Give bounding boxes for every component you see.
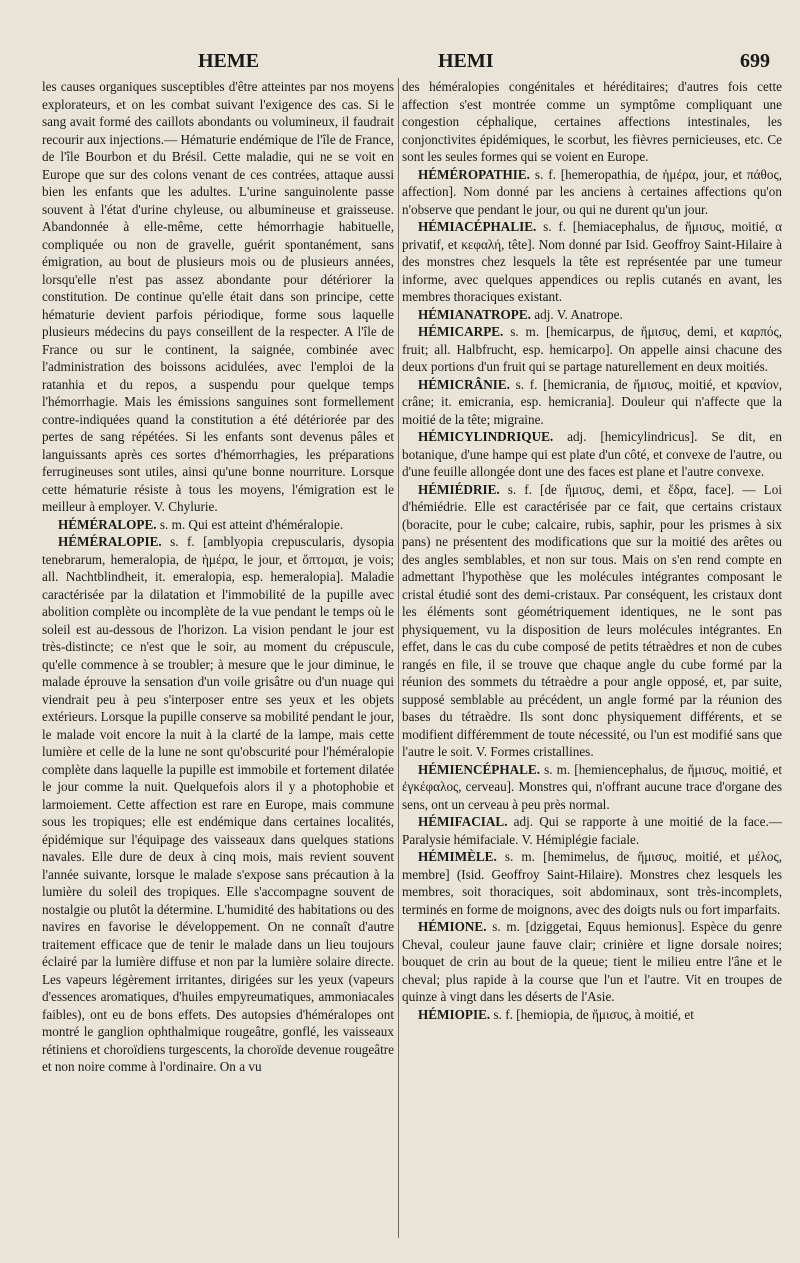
text-columns: [42, 78, 782, 1248]
dictionary-entry: [402, 1006, 782, 1024]
dictionary-entry: [402, 813, 782, 848]
entry-headword: HÉMIMÈLE.: [418, 849, 497, 864]
dictionary-entry: [402, 918, 782, 1006]
entry-headword: HÉMICARPE.: [418, 324, 504, 339]
entry-text: s. f. [hemeropathia, de ἡμέρα, jour, et πάθος, affection]. Nom donné par les anciens à certaines affections qu'on n'observe que pendant le jour, ou qui ne durent qu'un jour.: [402, 166, 782, 217]
entry-headword: HÉMIANATROPE.: [418, 306, 531, 322]
entry-headword: HÉMIÉDRIE.: [418, 481, 500, 497]
continued-paragraph: [402, 78, 782, 166]
continued-paragraph: [42, 78, 394, 516]
dictionary-entry: [402, 306, 782, 324]
dictionary-entry: [402, 761, 782, 814]
entry-text: s. m. [hemicarpus, de ἥμισυς, demi, et καρπός, fruit; all. Halbfrucht, esp. hemicarpo]. On appelle ainsi chacune des deux portions d'un fruit qui se partage naturellement en deux moitiés.: [402, 324, 782, 374]
entry-headword: HÉMIFACIAL.: [418, 814, 508, 829]
dictionary-entry: [42, 516, 394, 534]
entry-text: adj. [hemicylindricus]. Se dit, en botanique, d'une hampe qui est plate d'un côté, et convexe de l'autre, ou d'une feuille allongée dont une des faces est plane et l'autre convexe.: [402, 429, 782, 479]
entry-text: s. f. [de ἥμισυς, demi, et ἕδρα, face]. — Loi d'hémiédrie. Elle est caractérisée par ce fait, que certains cristaux (boracite, pour le cube; calcaire, rubis, saphir, pour les prismes à six pans) ne présentent des modifications que sur la moitié des arêtes ou des angles semblables, et non sur tous. Mais on s'en rend compte en admettant l'hypothèse que les molécules intégrantes composant le cristal étudié sont des demi-cristaux. Par conséquent, les cristaux dont les éléments sont géométriquement identiques, ne le sont pas physiquement, vu la disposition de leurs molécules intégrantes. En effet, dans le cas du cube composé de petits tétraèdres et non de cubes rangés en file, il se trouve que chaque angle du cube formé par la réunion des sommets du tétraèdre a pour angle opposé, et, par suite, supposé semblable au précédent, un angle formé par la réunion des bases du tétraèdre. Ils sont donc physiquement différents, et se modifient différemment de toute nécessité, ou l'un est modifié sans que l'autre le soit. V. Formes cristallines.: [402, 481, 782, 759]
dictionary-entry: [402, 848, 782, 918]
entry-text: s. m. [dziggetai, Equus hemionus]. Espèce du genre Cheval, couleur jaune fauve clair; crinière et ligne dorsale noires; bouquet de crin au bout de la queue; tient le milieu entre l'âne et le cheval; plus rapide à la course que l'un et l'autre. Vit en troupes de quinze à vingt dans les déserts de l'Asie.: [402, 919, 782, 1004]
column-divider: [398, 78, 399, 1238]
right-column: [402, 78, 782, 1248]
dictionary-entry: [402, 166, 782, 219]
left-column: [42, 78, 394, 1248]
entry-text: s. m. Qui est atteint d'héméralopie.: [156, 516, 344, 532]
dictionary-entry: [402, 218, 782, 306]
entry-text: des héméralopies congénitales et héréditaires; d'autres fois cette affection s'est montrée comme un symptôme compliquant une congestion céphalique, certaines affections intestinales, les conjonctivites épidémiques, le scorbut, les fièvres pernicieuses, etc. Ce sont les seules formes qui se voient en Europe.: [402, 79, 782, 164]
entry-text: s. m. [hemiencephalus, de ἥμισυς, moitié, et ἐγκέφαλος, cerveau]. Monstres qui, n'offrant aucune trace d'organe des sens, ont un cerveau à peu près normal.: [402, 761, 782, 812]
dictionary-entry: [402, 323, 782, 376]
entry-text: s. f. [amblyopia crepuscularis, dysopia tenebrarum, hemeralopia, de ἡμέρα, le jour, et ὄπτομαι, je vois; all. Nachtblindheit, it. emeralopia, esp. hemeralopia]. Maladie caractérisée par la dilatation et l'immobilité de la pupille avec abolition complète ou incomplète de la vue pendant le temps où le soleil est au-dessous de l'horizon. La vision pendant le jour est très-distincte; ce n'est que le soir, au moment du crépuscule, qu'elle commence à se troubler; à mesure que le jour diminue, le malade éprouve la sensation d'un voile grisâtre ou d'un nuage qui viendrait peu à peu s'interposer entre ses yeux et les objets extérieurs. Lorsque la pupille conserve sa mobilité pendant le jour, le malade voit encore la nuit à la clarté de la lampe, mais cette lumière et celle de la lune ne sont qu'obscurité pour l'héméralopie complète dans laquelle la pupille est immobile et fortement dilatée le jour comme la nuit. Quelquefois alors il y a photophobie et larmoiement. Cette affection est rare en Europe, mais commune sous les tropiques; elle est endémique dans certaines localités, épidémique sur l'équipage des vaisseaux dans quelques stations navales. Elle dure de deux à cinq mois, mais revient souvent l'année suivante, lorsque le malade s'expose sans précaution à la lumière du soleil des tropiques. Elle s'accompagne souvent de nostalgie ou plutôt la détermine. L'humidité des habitations ou des navires en favorise le développement. On ne connaît d'autre traitement efficace que de tenir le malade dans un lieu toujours éclairé par la lumière diffuse et non par la lumière solaire directe. Les vapeurs légèrement irritantes, dirigées sur les yeux (vapeurs d'essences aromatiques, d'huiles empyreumatiques, ammoniacales faibles), ont eu de bons effets. Des autopsies d'héméralopes ont montré le ganglion ophthalmique rougeâtre, gonflé, les vaisseaux rétiniens et choroïdiens turgescents, la choroïde devenue rougeâtre et non noire comme à l'ordinaire. On a vu: [42, 534, 394, 1074]
entry-headword: HÉMIOPIE.: [418, 1006, 491, 1022]
entry-text: adj. V. Anatrope.: [530, 306, 623, 322]
entry-text: adj. Qui se rapporte à une moitié de la face.— Paralysie hémifaciale. V. Hémiplégie faciale.: [402, 814, 782, 847]
dictionary-entry: [42, 533, 394, 1076]
entry-headword: HÉMÉRALOPIE.: [58, 534, 162, 549]
header-left-guideword: HEME: [198, 50, 260, 72]
entry-text: s. m. [hemimelus, de ἥμισυς, moitié, et μέλος, membre] (Isid. Geoffroy Saint-Hilaire). Monstres chez lesquels les membres, soit thoraciques, soit abdominaux, sont très-incomplets, terminés en forme de moignons, avec des doigts nuls ou fort imparfaits.: [402, 849, 782, 917]
dictionary-entry: [402, 428, 782, 481]
dictionary-entry: [402, 376, 782, 429]
header-right-guideword: HEMI: [438, 50, 494, 72]
entry-text: s. f. [hemiopia, de ἥμισυς, à moitié, et: [490, 1006, 694, 1022]
entry-text: s. f. [hemiacephalus, de ἥμισυς, moitié, α privatif, et κεφαλή, tête]. Nom donné par Isid. Geoffroy Saint-Hilaire à des monstres chez lesquels la tête est représentée par une tumeur informe, avec quelques appendices ou replis cutanés en avant, les membres thoraciques existant.: [402, 219, 782, 304]
entry-headword: HÉMIENCÉPHALE.: [418, 761, 540, 777]
entry-headword: HÉMICYLINDRIQUE.: [418, 429, 554, 444]
entry-headword: HÉMICRÂNIE.: [418, 376, 510, 392]
entry-headword: HÉMIONE.: [418, 919, 487, 934]
dictionary-entry: [402, 481, 782, 761]
entry-headword: HÉMIACÉPHALIE.: [418, 219, 537, 234]
entry-text: les causes organiques susceptibles d'être atteintes par nos moyens explorateurs, et on les combat suivant l'exigence des cas. Si le sang avait formé des caillots abondants ou volumineux, il faudrait recourir aux injections.— Hématurie endémique de l'île de France, de l'île Bourbon et du Brésil. Cette maladie, qui ne se voit en Europe que sur des colons venant de ces contrées, attaque aussi bien les enfants que les adultes. L'urine sanguinolente passe souvent à l'état d'urine chyleuse, ou albumineuse et graisseuse. Abandonnée à elle-même, cette hémorrhagie habituelle, compliquée ou non de gravelle, guérit spontanément, sans émigration, au bout de plusieurs mois ou de plusieurs années, lorsqu'elle n'est pas assez abondante pour détériorer la constitution. De continue qu'elle était dans son principe, cette hématurie devient parfois périodique, forme sous laquelle plusieurs médecins du pays conseillent de la respecter. A l'île de France ou sur le continent, la saignée, combinée avec l'administration des boissons acidulées, avec l'emploi de la ratanhia et du repos, a suspendu pour quelque temps l'hémorrhagie. Mais les émissions sanguines sont formellement contre-indiquées quand la constitution a été détériorée par des pertes de sang répétées. Si les enfants sont devenus pâles et languissants après ces sortes d'hémorrhagies, les préparations ferrugineuses sont utiles, ainsi qu'une bonne nourriture. Lorsque cette hématurie résiste à tous les moyens, l'émigration est le meilleur à employer. V. Chylurie.: [42, 79, 394, 514]
entry-headword: HÉMÉRALOPE.: [58, 516, 157, 532]
page-number: 699: [740, 50, 770, 72]
entry-headword: HÉMÉROPATHIE.: [418, 166, 530, 182]
entry-text: s. f. [hemicrania, de ἥμισυς, moitié, et κρανίον, crâne; it. emicrania, esp. hemicrania]. Douleur qui n'affecte que la moitié de la tête; migraine.: [402, 376, 782, 427]
